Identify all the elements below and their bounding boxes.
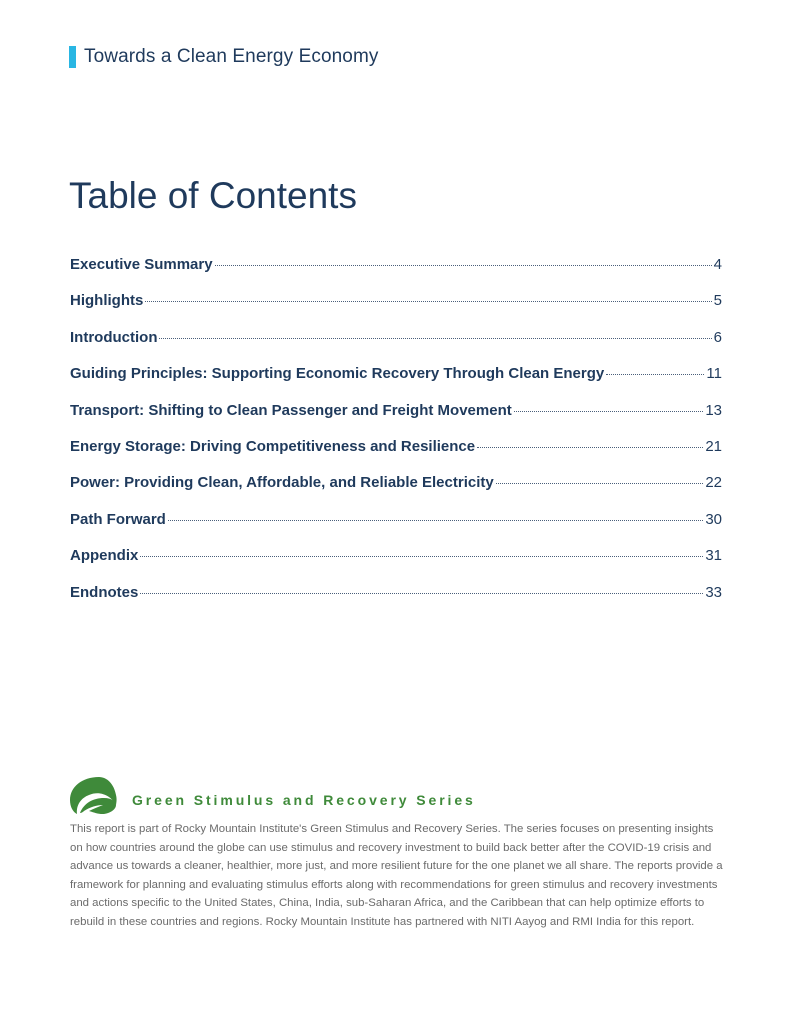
toc-dot-leader (140, 593, 703, 594)
toc-entry-label[interactable]: Transport: Shifting to Clean Passenger and Freight Movement (70, 401, 512, 419)
toc-dot-leader (496, 483, 704, 484)
toc-entry[interactable] (70, 365, 722, 401)
toc-entry[interactable] (70, 292, 722, 328)
toc-entry[interactable] (70, 584, 722, 620)
toc-dot-leader (145, 301, 711, 302)
header-accent-bar (69, 46, 76, 68)
toc-entry-label[interactable]: Guiding Principles: Supporting Economic Recovery Through Clean Energy (70, 365, 605, 383)
leaf-logo-icon (69, 776, 117, 814)
toc-entry-page: 4 (713, 256, 722, 273)
series-description: This report is part of Rocky Mountain Institute's Green Stimulus and Recovery Series. The series focuses on presenting insights on how countries around the globe can use stimulus and recovery investment to build back better after the COVID-19 crisis and advance us towards a cleaner, healthier, more just, and more resilient future for the one planet we all share. The reports provide a framework for planning and evaluating stimulus efforts along with recommendations for green stimulus and recovery investments and actions specific to the United States, China, India, sub-Saharan Africa, and the Caribbean that can help optimize efforts to rebuild in these countries and regions. Rocky Mountain Institute has partnered with NITI Aayog and RMI India for this report. (70, 823, 723, 928)
toc-entry-page: 33 (705, 583, 722, 601)
toc-dot-leader (477, 447, 703, 448)
toc-entry-page: 13 (705, 401, 722, 419)
toc-entry-page: 30 (705, 510, 722, 528)
toc-dot-leader (168, 520, 703, 521)
toc-entry-page: 21 (705, 437, 722, 455)
toc-entry[interactable] (70, 329, 722, 365)
toc-entry[interactable] (70, 402, 722, 438)
toc-entry-page: 6 (713, 328, 722, 346)
toc-dot-leader (514, 411, 704, 412)
toc-entry[interactable] (70, 256, 722, 292)
page-title: Table of Contents (69, 175, 357, 216)
toc-dot-leader (606, 374, 704, 375)
toc-entry-label[interactable]: Executive Summary (70, 256, 213, 273)
toc-entry-page: 11 (706, 365, 722, 383)
toc-entry-label[interactable]: Power: Providing Clean, Affordable, and Reliable Electricity (70, 474, 494, 492)
table-of-contents (70, 256, 722, 620)
toc-dot-leader (215, 265, 712, 266)
toc-entry-label[interactable]: Highlights (70, 292, 144, 310)
toc-dot-leader (159, 338, 711, 339)
header-title: Towards a Clean Energy Economy (84, 46, 379, 67)
toc-entry-label[interactable]: Endnotes (70, 583, 139, 601)
toc-entry-label[interactable]: Path Forward (70, 510, 166, 528)
toc-entry-label[interactable]: Energy Storage: Driving Competitiveness and Resilience (70, 437, 476, 455)
series-title: Green Stimulus and Recovery Series (132, 792, 476, 808)
toc-entry-page: 22 (705, 474, 722, 492)
toc-entry-page: 31 (705, 547, 722, 565)
toc-entry-label[interactable]: Appendix (70, 547, 139, 565)
toc-dot-leader (140, 556, 703, 557)
toc-entry[interactable] (70, 474, 722, 510)
toc-entry[interactable] (70, 438, 722, 474)
toc-entry[interactable] (70, 547, 722, 583)
toc-entry-page: 5 (713, 292, 722, 310)
toc-entry-label[interactable]: Introduction (70, 328, 158, 346)
page-header (69, 44, 378, 70)
toc-entry[interactable] (70, 511, 722, 547)
